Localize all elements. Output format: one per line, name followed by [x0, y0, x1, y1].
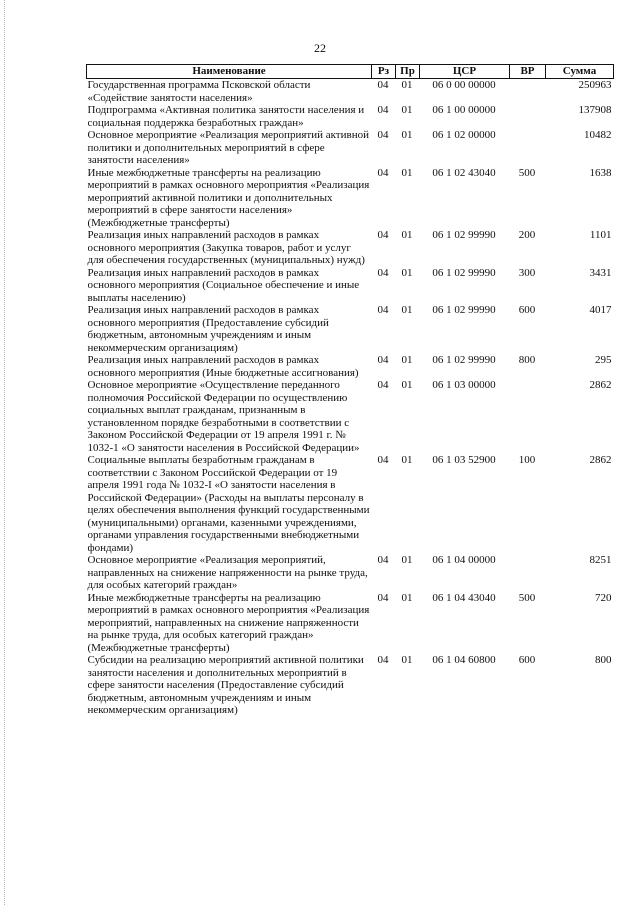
cell-sum: 800	[595, 654, 612, 666]
cell-name: Государственная программа Псковской области «Содействие занятости населения»	[87, 79, 311, 104]
cell-rz: 04	[377, 229, 389, 241]
table-row	[87, 554, 614, 592]
cell-pr: 01	[401, 229, 413, 241]
cell-name: Реализация иных направлений расходов в рамках основного мероприятия (Социальное обеспечение и иные выплаты населению)	[87, 266, 360, 304]
cell-sum: 1101	[589, 229, 612, 241]
cell-rz: 04	[377, 554, 389, 566]
cell-vr: 500	[518, 591, 536, 604]
table-row	[87, 454, 614, 554]
cell-vr: 500	[518, 166, 536, 179]
table-row	[87, 592, 614, 655]
header-row	[87, 65, 614, 79]
cell-name: Реализация иных направлений расходов в рамках основного мероприятия (Предоставление субсидий бюджетным, автономным учреждениям и иным некоммерческим организациям)	[87, 304, 329, 354]
cell-vr	[510, 379, 546, 454]
cell-csr: 06 1 04 60800	[432, 654, 496, 666]
cell-vr: 300	[518, 266, 536, 279]
cell-csr: 06 1 02 99990	[432, 304, 496, 316]
cell-name: Основное мероприятие «Осуществление переданного полномочия Российской Федерации по осуществлению социальных выплат гражданам, признанным в установленном порядке безработными в соответствии с Законом Российской Федерации от 19 апреля 1991 г. № 1032-1 «О занятости населения в Российской Федерации»	[87, 379, 360, 454]
cell-sum: 2862	[589, 454, 612, 466]
cell-vr: 800	[518, 354, 536, 366]
cell-sum: 3431	[589, 266, 612, 279]
header-vr: ВР	[510, 65, 546, 79]
cell-sum: 250963	[578, 79, 612, 91]
cell-rz: 04	[377, 266, 389, 279]
cell-sum: 720	[595, 591, 612, 604]
cell-pr: 01	[401, 454, 413, 466]
cell-vr: 600	[518, 304, 536, 316]
cell-rz: 04	[377, 304, 389, 316]
cell-name: Субсидии на реализацию мероприятий активной политики занятости населения и дополнительных мероприятий в сфере занятости населения (Предоставление субсидий бюджетным, автономным учреждениям и иным некоммерческим организациям)	[87, 654, 364, 716]
cell-csr: 06 0 00 00000	[432, 79, 496, 91]
cell-pr: 01	[401, 554, 413, 566]
cell-rz: 04	[377, 654, 389, 666]
cell-sum: 10482	[584, 129, 612, 141]
cell-csr: 06 1 03 00000	[432, 379, 496, 391]
cell-csr: 06 1 03 52900	[432, 454, 496, 466]
cell-pr: 01	[401, 591, 413, 604]
cell-vr	[510, 79, 546, 105]
cell-pr: 01	[401, 166, 413, 179]
scan-margin-line	[4, 0, 5, 905]
cell-name: Основное мероприятие «Реализация мероприятий, направленных на снижение напряженности на рынке труда, для особых категорий граждан»	[87, 554, 368, 591]
cell-sum: 137908	[578, 104, 612, 116]
table-row	[87, 229, 614, 267]
cell-name: Основное мероприятие «Реализация мероприятий активной политики и дополнительных мероприятий в сфере занятости населения»	[87, 129, 369, 166]
cell-sum: 4017	[589, 304, 612, 316]
cell-name: Реализация иных направлений расходов в рамках основного мероприятия (Закупка товаров, работ и услуг для обеспечения государственных (муниципальных) нужд)	[87, 229, 365, 266]
cell-pr: 01	[401, 354, 413, 366]
cell-csr: 06 1 02 99990	[432, 229, 496, 241]
cell-csr: 06 1 02 00000	[432, 129, 496, 141]
cell-pr: 01	[401, 129, 413, 141]
cell-vr	[510, 554, 546, 592]
cell-sum: 1638	[589, 166, 612, 179]
header-pr: Пр	[396, 65, 420, 79]
cell-csr: 06 1 02 99990	[432, 354, 496, 366]
cell-pr: 01	[401, 379, 413, 391]
cell-name: Социальные выплаты безработным гражданам в соответствии с Законом Российской Федерации от 19 апреля 1991 года № 1032-I «О занятости населения в Российской Федерации» (Расходы на выплаты персоналу в целях обеспечения выполнения функций государственными (муниципальными) органами, казенными учреждениями, органами управления государственными внебюджетными фондами)	[87, 454, 370, 554]
cell-vr: 200	[518, 229, 536, 241]
cell-rz: 04	[377, 129, 389, 141]
cell-name: Реализация иных направлений расходов в рамках основного мероприятия (Иные бюджетные ассигнования)	[87, 354, 359, 379]
cell-pr: 01	[401, 304, 413, 316]
cell-csr: 06 1 02 43040	[432, 166, 496, 179]
table-header	[87, 65, 614, 79]
cell-vr	[510, 104, 546, 129]
cell-pr: 01	[401, 104, 413, 116]
header-name: Наименование	[87, 65, 372, 79]
cell-sum: 295	[595, 354, 612, 366]
table-body	[87, 79, 614, 717]
cell-pr: 01	[401, 266, 413, 279]
budget-table	[86, 64, 614, 717]
cell-rz: 04	[377, 104, 389, 116]
cell-vr: 100	[518, 454, 536, 466]
table-row	[87, 167, 614, 230]
table-row	[87, 654, 614, 717]
cell-rz: 04	[377, 454, 389, 466]
cell-rz: 04	[377, 79, 389, 91]
table-row	[87, 104, 614, 129]
cell-pr: 01	[401, 654, 413, 666]
cell-csr: 06 1 02 99990	[432, 266, 496, 279]
table-row	[87, 379, 614, 454]
cell-rz: 04	[377, 591, 389, 604]
table-row	[87, 267, 614, 305]
header-sum: Сумма	[546, 65, 614, 79]
cell-name: Иные межбюджетные трансферты на реализацию мероприятий в рамках основного мероприятия «Реализация мероприятий, направленных на снижение напряженности на рынке труда, для особых категорий граждан» (Межбюджетные трансферты)	[87, 591, 370, 654]
cell-csr: 06 1 04 43040	[432, 591, 496, 604]
table-row	[87, 304, 614, 354]
header-rz: Рз	[372, 65, 396, 79]
cell-name: Подпрограмма «Активная политика занятости населения и социальная поддержка безработных граждан»	[87, 104, 365, 129]
table-row	[87, 354, 614, 379]
cell-rz: 04	[377, 379, 389, 391]
page-number: 22	[314, 41, 326, 55]
cell-rz: 04	[377, 166, 389, 179]
table-row	[87, 79, 614, 105]
cell-vr	[510, 129, 546, 167]
cell-name: Иные межбюджетные трансферты на реализацию мероприятий в рамках основного мероприятия «Реализация мероприятий активной политики и дополнительных мероприятий в сфере занятости населения» (Межбюджетные трансферты)	[87, 166, 370, 229]
cell-pr: 01	[401, 79, 413, 91]
cell-sum: 8251	[589, 554, 612, 566]
cell-rz: 04	[377, 354, 389, 366]
cell-sum: 2862	[589, 379, 612, 391]
cell-csr: 06 1 00 00000	[432, 104, 496, 116]
table-row	[87, 129, 614, 167]
cell-csr: 06 1 04 00000	[432, 554, 496, 566]
cell-vr: 600	[518, 654, 536, 666]
header-csr: ЦСР	[420, 65, 510, 79]
